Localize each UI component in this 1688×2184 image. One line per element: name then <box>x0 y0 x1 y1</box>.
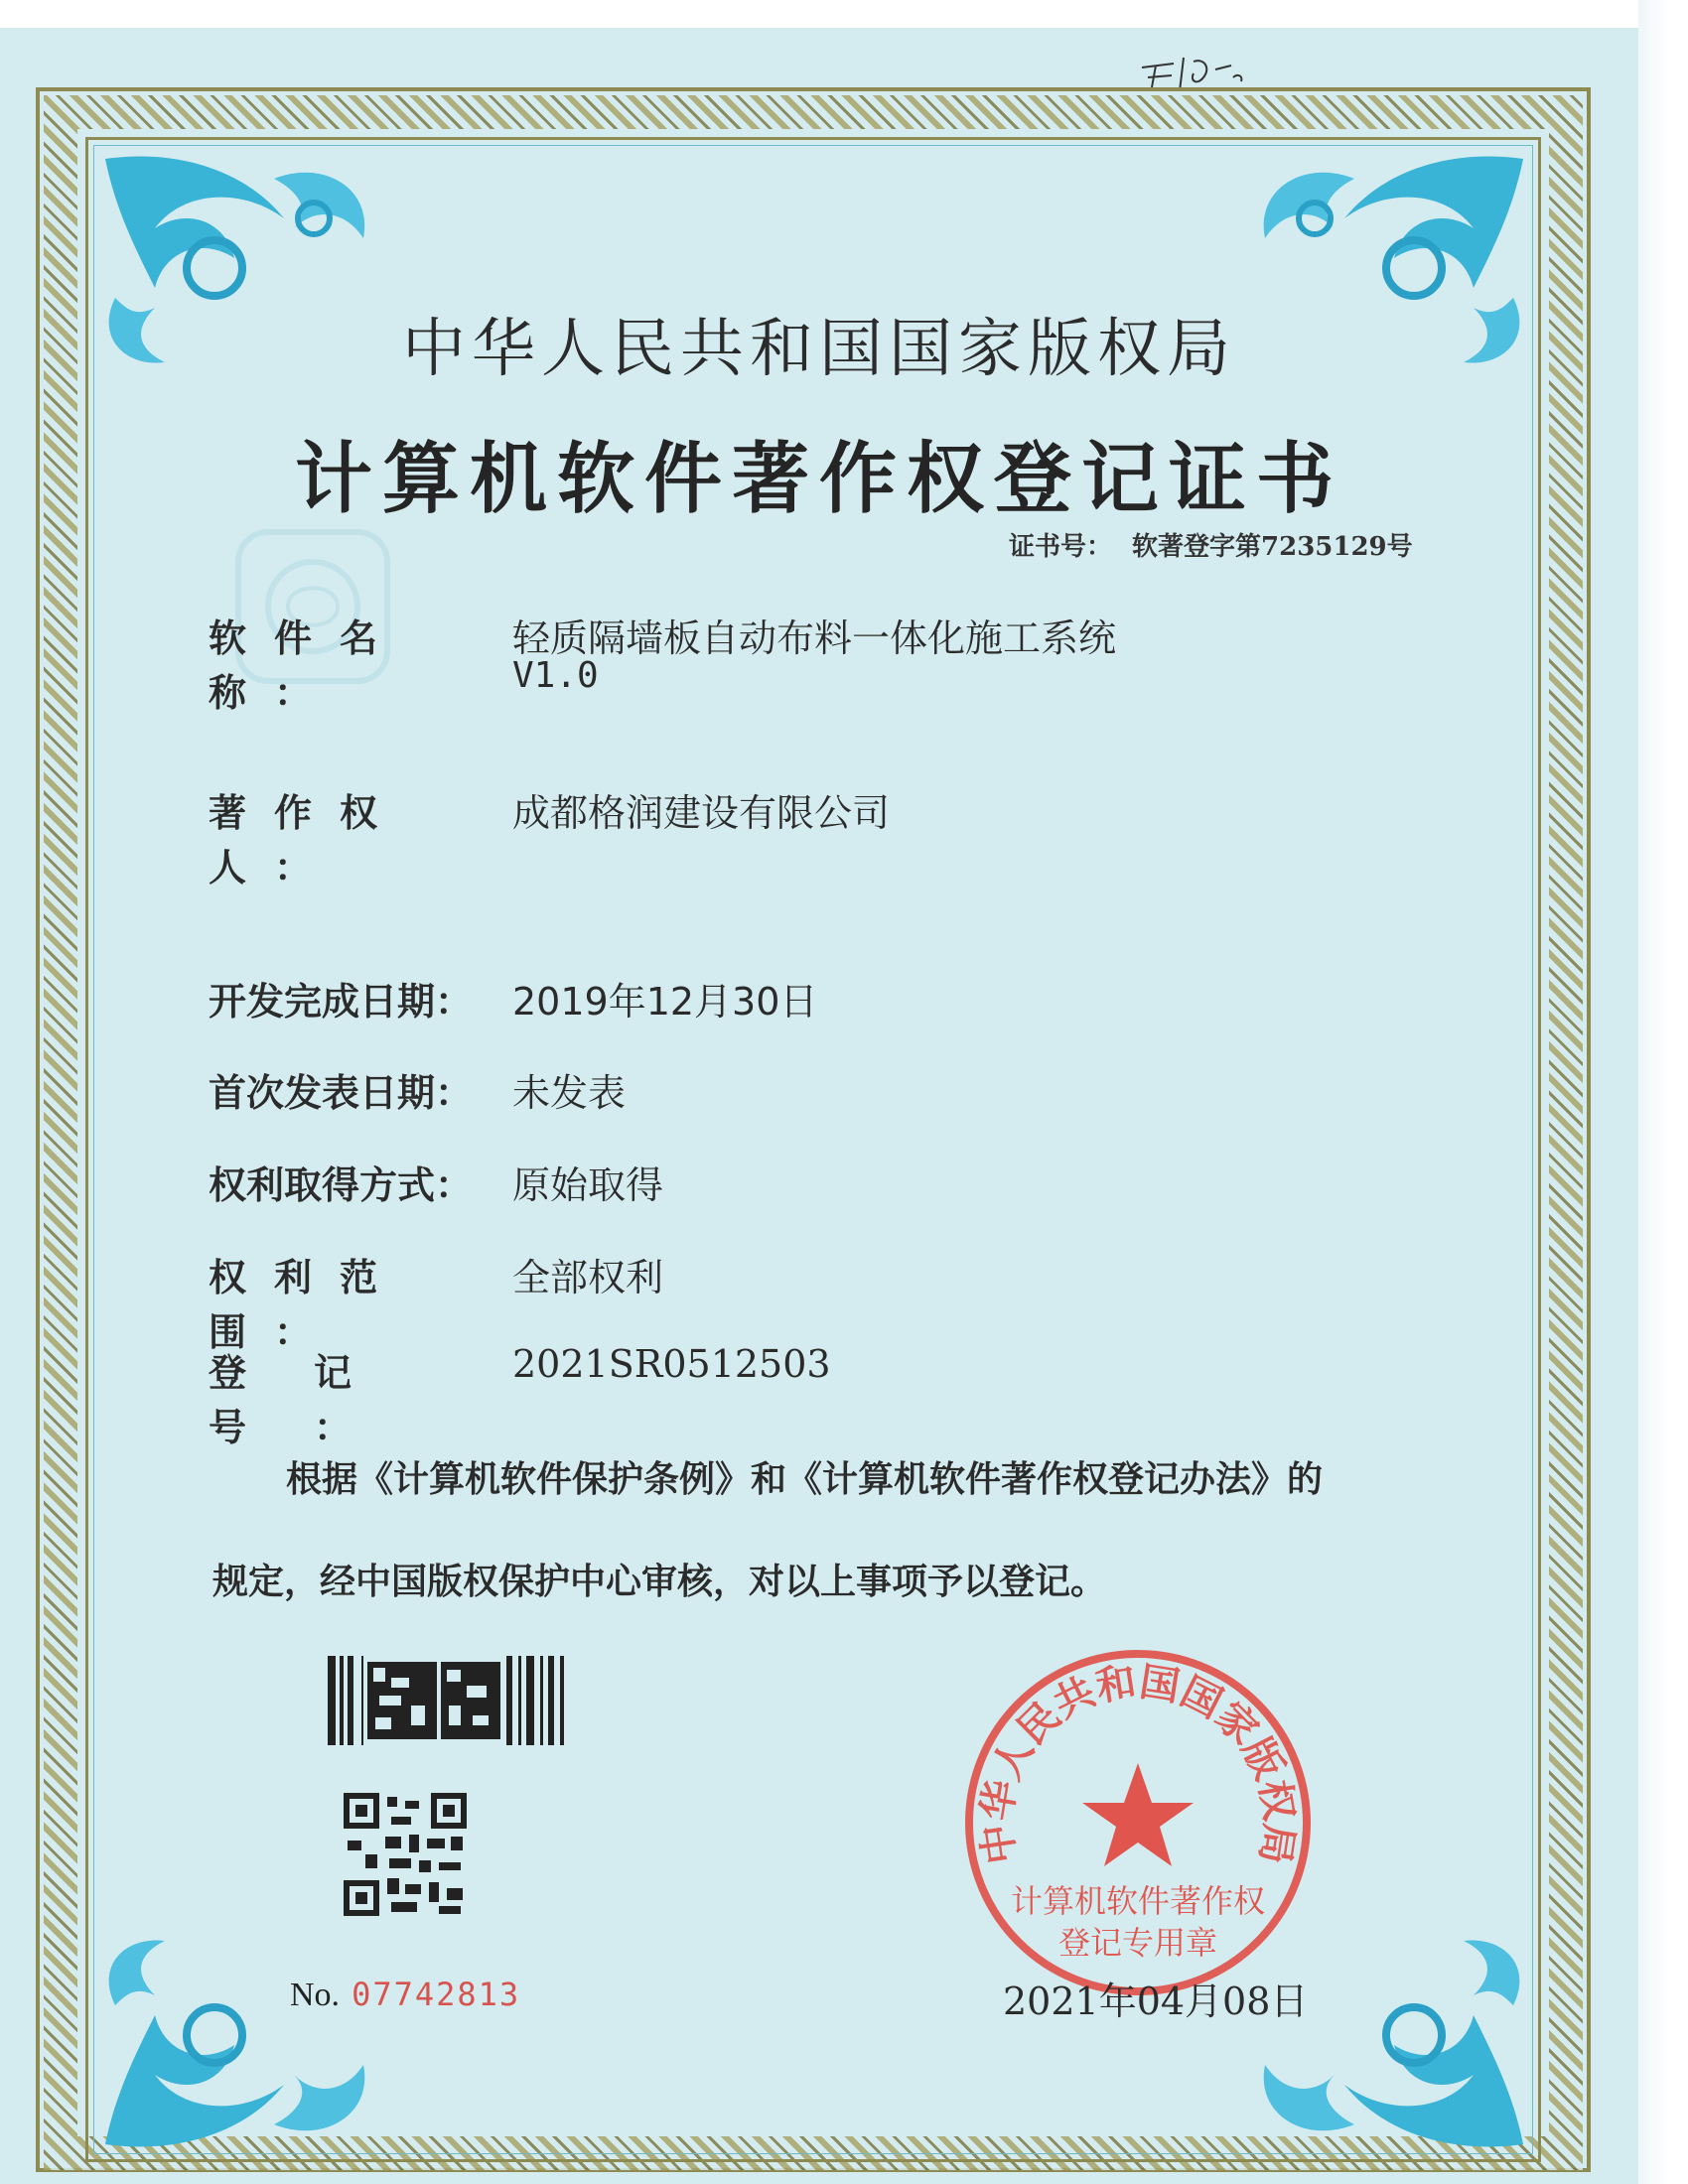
pub-date-label-text: 首次发表日期： <box>209 1071 474 1115</box>
seal-outer-text: 中华人民共和国国家版权局 <box>973 1659 1303 1867</box>
software-name-label <box>209 608 477 717</box>
certificate-number-row <box>1009 526 1433 563</box>
serial-number-value: 07742813 <box>352 1976 521 2013</box>
serial-number-row <box>290 1976 520 2014</box>
owner-label <box>209 782 477 891</box>
scope-value: 全部权利 <box>512 1256 664 1299</box>
reg-no-value: 2021SR0512503 <box>512 1342 831 1386</box>
reg-no-label <box>209 1342 477 1451</box>
issue-date: 2021年04月08日 <box>1003 1979 1309 2023</box>
software-version: V1.0 <box>512 655 599 696</box>
certificate-title: 计算机软件著作权登记证书 <box>294 435 1343 524</box>
qr-code-icon <box>344 1793 467 1916</box>
certificate-number-label: 证书号： <box>1009 532 1113 562</box>
corner-ornament-bottom-left <box>95 1926 393 2154</box>
reg-no-label-text: 登记号： <box>209 1351 420 1449</box>
pub-date-value: 未发表 <box>512 1071 627 1115</box>
scope-label <box>209 1247 477 1356</box>
owner-label-text: 著作权人： <box>209 791 406 889</box>
dev-date-value: 2019年12月30日 <box>512 980 818 1024</box>
dev-date-label <box>209 971 477 1025</box>
method-value: 原始取得 <box>512 1163 664 1207</box>
method-label-text: 权利取得方式： <box>209 1163 474 1207</box>
scan-edge <box>1638 0 1688 2184</box>
method-label <box>209 1155 477 1209</box>
certificate-number-value: 软著登字第7235129号 <box>1132 532 1413 562</box>
software-name-label-text: 软件名称： <box>209 616 406 715</box>
serial-number-label: No. <box>290 1977 341 2013</box>
scope-label-text: 权利范围： <box>209 1256 406 1354</box>
seal-inner-line-1: 计算机软件著作权 <box>1010 1882 1266 1920</box>
issuing-authority: 中华人民共和国国家版权局 <box>402 313 1236 386</box>
software-name-value: 轻质隔墙板自动布料一体化施工系统 <box>512 616 1117 660</box>
barcode-icon <box>328 1656 571 1745</box>
owner-value: 成都格润建设有限公司 <box>512 791 891 835</box>
legal-basis-line-1: 根据《计算机软件保护条例》和《计算机软件著作权登记办法》的 <box>286 1459 1324 1500</box>
dev-date-label-text: 开发完成日期： <box>209 980 474 1024</box>
official-seal-icon <box>959 1644 1317 2001</box>
legal-basis-line-2: 规定，经中国版权保护中心审核，对以上事项予以登记。 <box>212 1562 1107 1602</box>
seal-inner-line-2: 登记专用章 <box>1057 1924 1218 1962</box>
pub-date-label <box>209 1062 477 1117</box>
